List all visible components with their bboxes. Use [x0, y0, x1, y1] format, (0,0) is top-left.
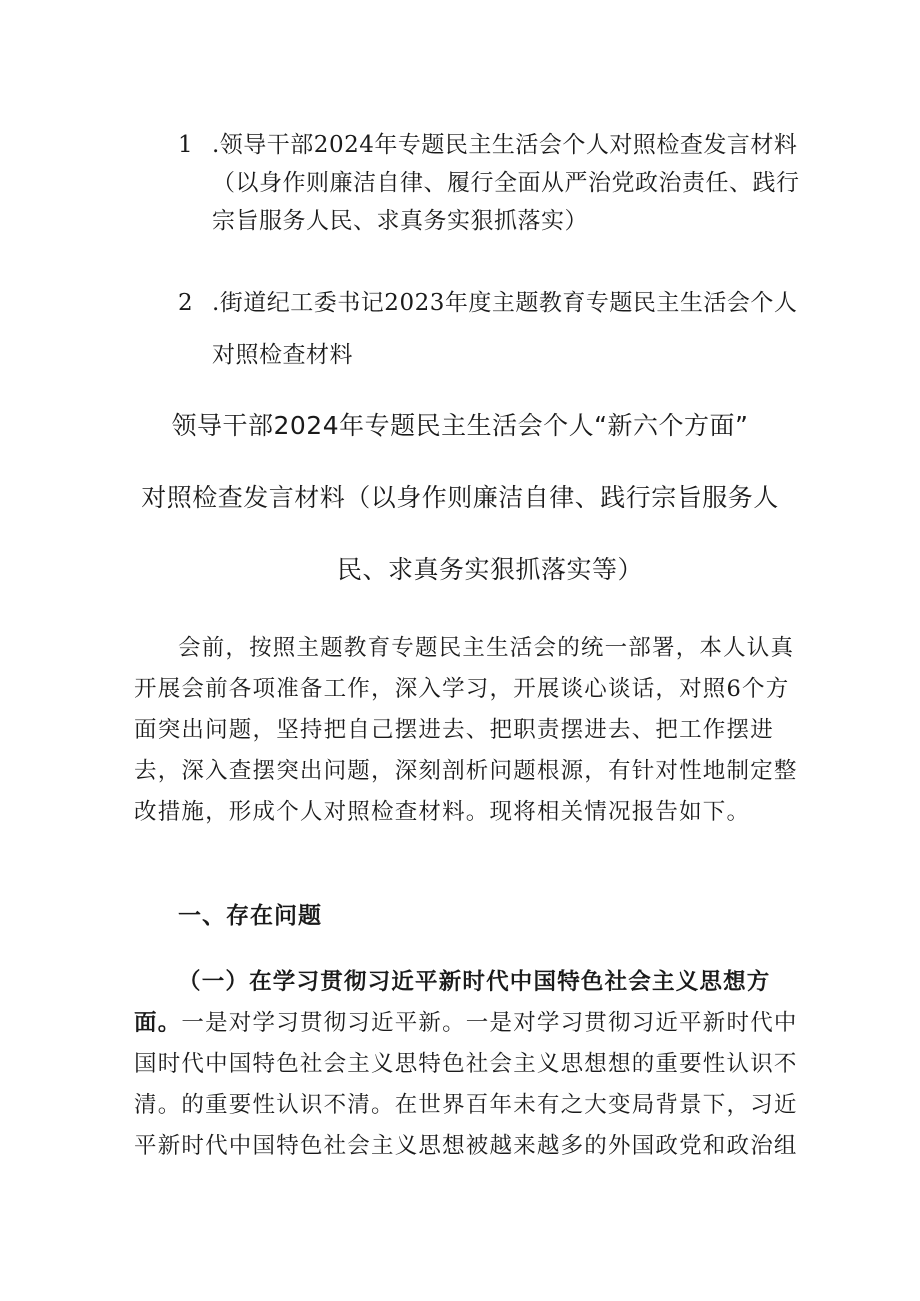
subsection-heading-line-1: （一）在学习贯彻习近平新时代中国特色社会主义思想方 — [178, 969, 771, 995]
title-line-3: 民、求真务实狠抓落实等） — [336, 555, 643, 584]
subsection-paragraph — [134, 962, 798, 1167]
section-heading: 一、存在问题 — [178, 902, 322, 929]
document-title — [100, 390, 820, 606]
intro-line-2: 开展会前各项准备工作，深入学习，开展谈心谈话，对照6个方 — [134, 676, 790, 702]
intro-paragraph — [134, 628, 798, 833]
title-line-1: 领导干部2024年专题民主生活会个人“新六个方面” — [171, 411, 749, 440]
toc-item-2-line-1 — [178, 284, 798, 322]
subsection-line-3: 国时代中国特色社会主义思特色社会主义思想想的重要性认识不 — [134, 1051, 798, 1077]
subsection-line-2 — [134, 1003, 798, 1044]
toc-item-1-line-2: （以身作则廉洁自律、履行全面从严治党政治责任、践行 — [212, 170, 800, 196]
subsection-line-2-text: 一是对学习贯彻习近平新。一是对学习贯彻习近平新时代中 — [181, 1010, 798, 1036]
intro-line-4: 去，深入查摆突出问题，深刻剖析问题根源，有针对性地制定整 — [134, 758, 798, 784]
toc-item-text: .领导干部2024年专题民主生活会个人对照检查发言材料 — [212, 132, 798, 158]
toc-item-2-line-2: 对照检查材料 — [212, 342, 353, 368]
toc-item-number: 2 — [178, 290, 194, 316]
subsection-heading-end: 面。 — [134, 1010, 182, 1036]
toc-item-text: .街道纪工委书记2023年度主题教育专题民主生活会个人 — [212, 290, 798, 316]
title-line-2: 对照检查发言材料（以身作则廉洁自律、践行宗旨服务人 — [141, 483, 779, 512]
toc-item-1-line-3: 宗旨服务人民、求真务实狠抓落实） — [212, 208, 588, 234]
toc-item-number: 1 — [178, 132, 194, 158]
subsection-line-5: 平新时代中国特色社会主义思想被越来越多的外国政党和政治组 — [134, 1133, 798, 1159]
intro-line-3: 面突出问题，坚持把自己摆进去、把职责摆进去、把工作摆进 — [134, 717, 774, 743]
toc-item-1 — [178, 126, 800, 240]
subsection-line-4: 清。的重要性认识不清。在世界百年未有之大变局背景下，习近 — [134, 1092, 798, 1118]
toc-item-1-line-1 — [178, 126, 798, 164]
intro-line-1: 会前，按照主题教育专题民主生活会的统一部署，本人认真 — [178, 635, 795, 661]
intro-line-5: 改措施，形成个人对照检查材料。现将相关情况报告如下。 — [134, 799, 751, 825]
toc-item-2 — [178, 284, 798, 374]
